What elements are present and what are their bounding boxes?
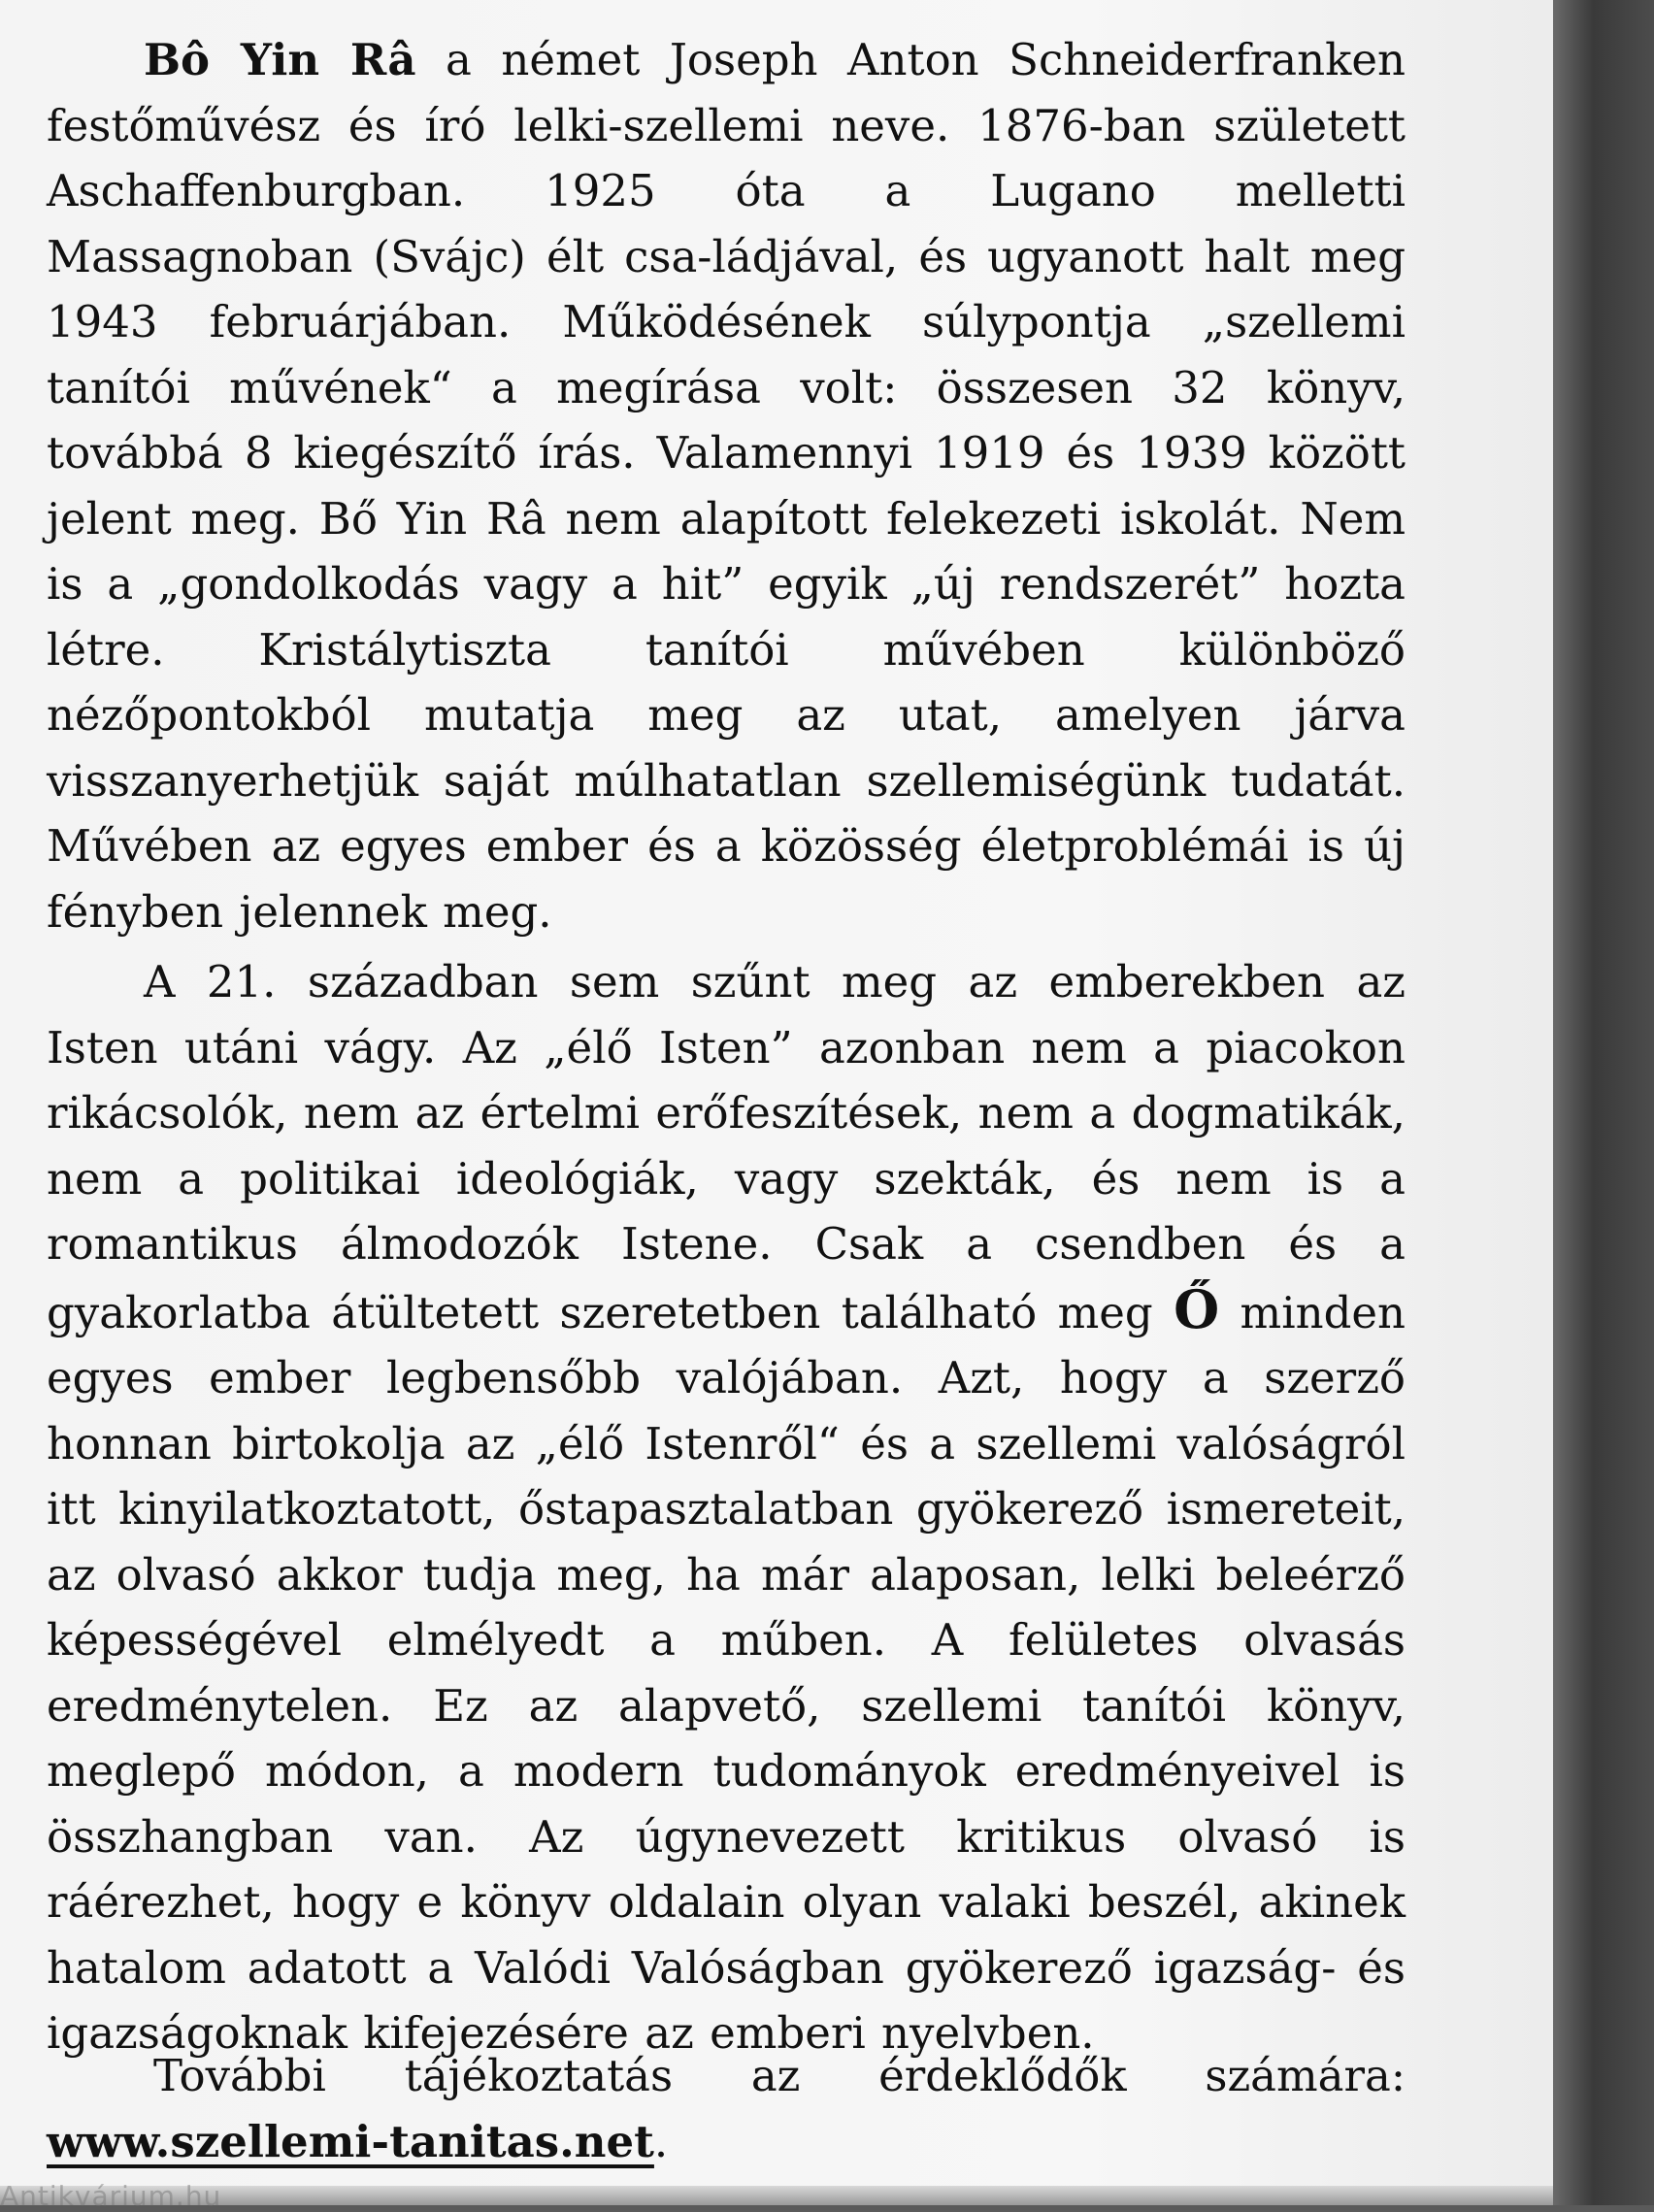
description-text-part1: A 21. században sem szűnt meg az emberekben az Isten utáni vágy. Az „élő Isten” azonban nem a piacokon rikácsolók, nem az értelmi erőfeszítések, nem a dogmatikák, nem a politikai ideológiák, vagy szekták, és nem is a romantikus álmodozók Istene. Csak a csendben és a gyakorlatba átültetett szeretetben található meg bbox=[47, 956, 1406, 1338]
author-bio-text: a német Joseph Anton Schneiderfranken festőművész és író lelki-szellemi neve. 1876-ban született Aschaffenburgban. 1925 óta a Lugano melletti Massagnoban (Svájc) élt csa-ládjával, és ugyanott halt meg 1943 februárjában. Működésének súlypontja „szellemi tanítói művének“ a megírása volt: összesen 32 könyv, továbbá 8 kiegészítő írás. Valamennyi 1919 és 1939 között jelent meg. Bő Yin Râ nem alapított felekezeti iskolát. Nem is a „gondolkodás vagy a hit” egyik „új rendszerét” hozta létre. Kristálytiszta tanítói művében különböző nézőpontokból mutatja meg az utat, amelyen járva visszanyerhetjük saját múlhatatlan szellemiségünk tudatát. Művében az egyes ember és a közösség életproblémái is új fényben jelennek meg. bbox=[47, 34, 1406, 938]
description-text-part2: minden egyes ember legbensőbb valójában. Azt, hogy a szerző honnan birtokolja az „élő Istenről“ és a szellemi valóságról itt kinyilatkoztatott, őstapasztalatban gyökerező ismereteit, az olvasó akkor tudja meg, ha már alaposan, lelki beleérző képességével elmélyedt a műben. A felületes olvasás eredménytelen. Ez az alapvető, szellemi tanítói könyv, meglepő módon, a modern tudományok eredményeivel is összhangban van. Az úgynevezett kritikus olvasó is ráérezhet, hogy e könyv oldalain olyan valaki beszél, akinek hatalom adatott a Valódi Valóságban gyökerező igazság- és igazságoknak kifejezésére az emberi nyelvben. bbox=[47, 1286, 1406, 2059]
page-bottom-edge bbox=[0, 2186, 1553, 2205]
further-info-label bbox=[47, 2043, 1406, 2109]
author-bio-paragraph bbox=[47, 27, 1406, 944]
emphasized-pronoun: Ő bbox=[1174, 1277, 1220, 1340]
author-name: Bô Yin Râ bbox=[144, 34, 416, 85]
further-info-label-text: További tájékoztatás az érdeklődők számára: bbox=[153, 2050, 1406, 2101]
website-link[interactable]: www.szellemi-tanitas.net bbox=[47, 2115, 654, 2167]
further-info-paragraph bbox=[47, 2043, 1406, 2174]
page-shadow-edge bbox=[1553, 0, 1654, 2205]
website-line bbox=[47, 2109, 1406, 2175]
book-description-paragraph bbox=[47, 949, 1406, 2066]
website-link-suffix: . bbox=[653, 2115, 669, 2167]
watermark-text: Antikvárium.hu bbox=[0, 2180, 222, 2212]
